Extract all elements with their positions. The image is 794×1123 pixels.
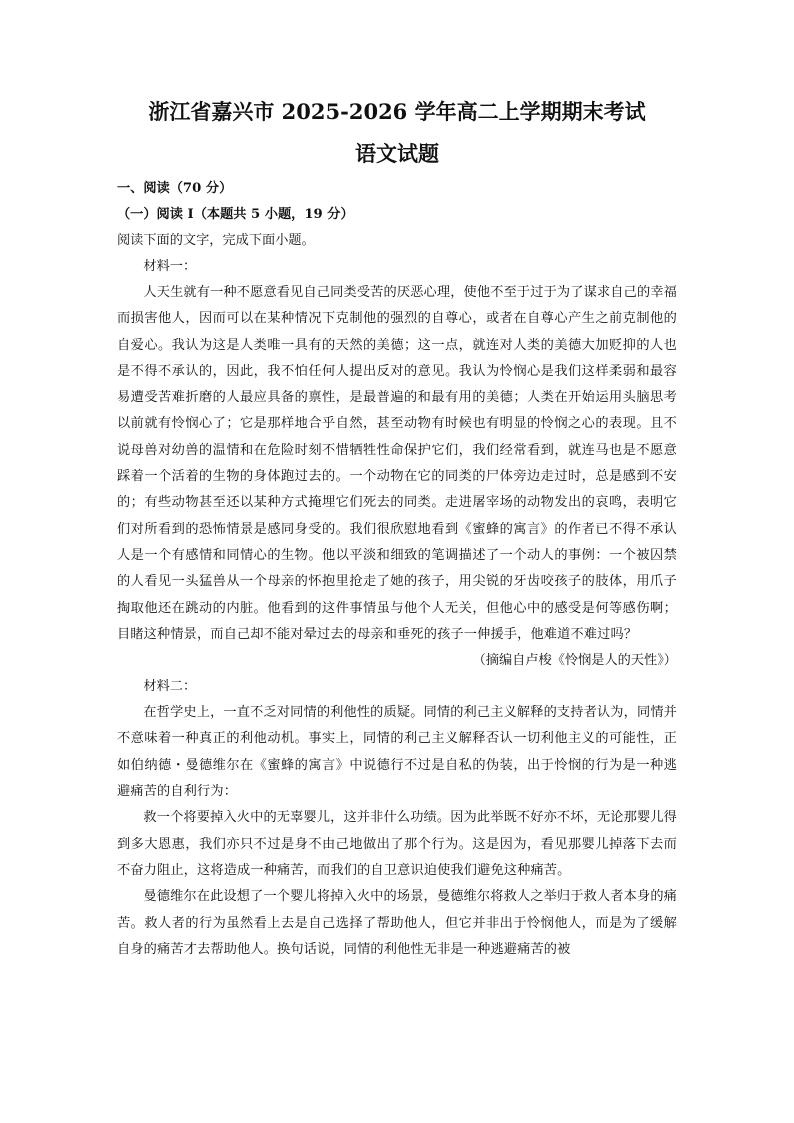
section-heading: 一、阅读（70 分） [117, 181, 233, 196]
material2-paragraph-2: 救一个将要掉入火中的无辜婴儿，这并非什么功绩。因为此举既不好亦不坏，无论那婴儿得到多大恩惠，我们亦只不过是身不由己地做出了那个行为。这是因为，看见那婴儿掉落下去而不奋力阻止，这将造成一种痛苦，而我们的自卫意识迫使我们避免这种痛苦。 [117, 810, 677, 878]
document-title: 浙江省嘉兴市 2025-2026 学年高二上学期期末考试 [148, 99, 646, 124]
material2-label: 材料二： [143, 679, 197, 695]
material1-source: （摘编自卢梭《怜悯是人的天性》） [472, 653, 677, 669]
material2-paragraph-1: 在哲学史上，一直不乏对同情的利他性的质疑。同情的利己主义解释的支持者认为，同情并不意味着一种真正的利他动机。事实上，同情的利己主义解释否认一切利他主义的可能性，正如伯纳德・曼德维尔在《蜜蜂的寓言》中说德行不过是自私的伪装，出于怜悯的行为是一种逃避痛苦的自利行为： [117, 705, 677, 800]
material2-paragraph-3: 曼德维尔在此设想了一个婴儿将掉入火中的场景，曼德维尔将救人之举归于救人者本身的痛苦。救人者的行为虽然看上去是自己选择了帮助他人，但它并非出于怜悯他人，而是为了缓解自身的痛苦才去帮助他人。换句话说，同情的利他性无非是一种逃避痛苦的被 [117, 889, 677, 957]
subsection-heading: （一）阅读 I（本题共 5 小题，19 分） [117, 207, 354, 222]
material1-paragraph: 人天生就有一种不愿意看见自己同类受苦的厌恶心理，使他不至于过于为了谋求自己的幸福而损害他人，因而可以在某种情况下克制他的强烈的自尊心，或者在自尊心产生之前克制他的自爱心。我认为这是人类唯一具有的天然的美德；这一点，就连对人类的美德大加贬抑的人也是不得不承认的，因此，我不怕任何人提出反对的意见。我认为怜悯心是我们这样柔弱和最容易遭受苦难折磨的人最应具备的禀性，是最普遍的和最有用的美德；人类在开始运用头脑思考以前就有怜悯心了；它是那样地合乎自然，甚至动物有时候也有明显的怜悯之心的表现。且不说母兽对幼兽的温情和在危险时刻不惜牺牲性命保护它们，我们经常看到，就连马也是不愿意踩着一个活着的生物的身体跑过去的。一个动物在它的同类的尸体旁边走过时，总是感到不安的；有些动物甚至还以某种方式掩埋它们死去的同类。走进屠宰场的动物发出的哀鸣，表明它们对所看到的恐怖情景是感同身受的。我们很欣慰地看到《蜜蜂的寓言》的作者已不得不承认人是一个有感情和同情心的生物。他以平淡和细致的笔调描述了一个动人的事例：一个被囚禁的人看见一头猛兽从一个母亲的怀抱里抢走了她的孩子，用尖锐的牙齿咬孩子的肢体，用爪子掏取他还在跳动的内脏。他看到的这件事情虽与他个人无关，但他心中的感受是何等感伤啊；目睹这种情景，而自己却不能对晕过去的母亲和垂死的孩子一伸援手，他难道不难过吗？ [117, 285, 677, 642]
material1-label: 材料一： [143, 259, 197, 274]
document-subtitle: 语文试题 [355, 141, 439, 166]
document-page [117, 96, 677, 963]
instruction-text: 阅读下面的文字，完成下面小题。 [117, 233, 315, 248]
